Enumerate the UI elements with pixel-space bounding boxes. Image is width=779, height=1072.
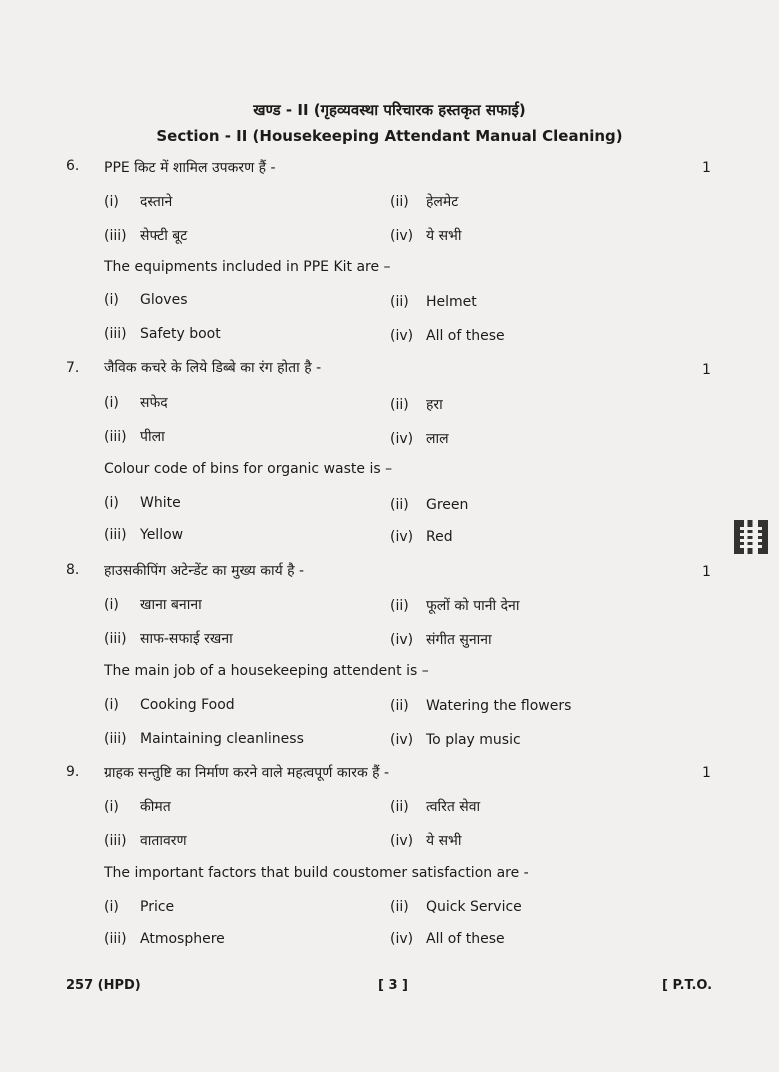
option-english-1 (104, 697, 235, 713)
option-english-1 (104, 292, 188, 308)
paper-code: 257 (HPD) (66, 978, 141, 993)
question-number: 6. (66, 158, 80, 174)
pto-label: [ P.T.O. (662, 978, 713, 993)
option-label: (iii) (104, 228, 127, 244)
option-label: (ii) (390, 194, 409, 210)
option-hindi-1 (104, 595, 202, 614)
question-number: 8. (66, 562, 80, 578)
question-number: 9. (66, 764, 80, 780)
option-label: (iii) (104, 833, 127, 849)
option-text: त्वरित सेवा (426, 799, 481, 815)
option-label: (ii) (390, 397, 409, 413)
option-label: (iii) (104, 429, 127, 445)
option-english-4 (390, 328, 505, 344)
option-text: संगीत सुनाना (426, 632, 492, 648)
option-hindi-3 (104, 427, 165, 446)
option-label: (iv) (390, 328, 414, 344)
option-english-2 (390, 899, 522, 915)
option-text: फूलों को पानी देना (426, 598, 520, 614)
option-text: Yellow (140, 527, 184, 543)
option-label: (iv) (390, 228, 414, 244)
option-text: हरा (426, 397, 443, 413)
option-label: (iv) (390, 732, 414, 748)
option-text: Gloves (140, 292, 188, 308)
option-text: Price (140, 899, 175, 915)
option-english-4 (390, 931, 505, 947)
option-label: (ii) (390, 899, 409, 915)
question-text-hindi: जैविक कचरे के लिये डिब्बे का रंग होता है - (104, 360, 322, 376)
section-title-english: Section - II (Housekeeping Attendant Manual Cleaning) (156, 127, 623, 145)
option-label: (ii) (390, 598, 409, 614)
option-text: Watering the flowers (426, 698, 572, 714)
option-text: लाल (426, 431, 449, 447)
option-label: (iii) (104, 931, 127, 947)
option-english-2 (390, 698, 571, 714)
option-text: वातावरण (140, 833, 187, 849)
option-text: सफेद (140, 395, 168, 411)
question-marks: 1 (702, 765, 711, 781)
option-text: ये सभी (426, 228, 462, 244)
option-label: (i) (104, 799, 119, 815)
option-label: (iii) (104, 527, 127, 543)
question-number: 7. (66, 360, 80, 376)
option-label: (ii) (390, 294, 409, 310)
option-label: (iv) (390, 931, 414, 947)
option-english-3 (104, 527, 183, 543)
question-text-english: The important factors that build coustomer satisfaction are - (104, 865, 529, 881)
question-text-hindi: हाउसकीपिंग अटेन्डेंट का मुख्य कार्य है - (104, 563, 305, 579)
option-label: (iv) (390, 529, 414, 545)
option-text: सेफ्टी बूट (140, 228, 188, 244)
qr-code-icon (734, 520, 768, 554)
option-text: Quick Service (426, 899, 522, 915)
option-label: (i) (104, 597, 119, 613)
option-label: (i) (104, 194, 119, 210)
option-hindi-2 (390, 192, 458, 211)
option-text: पीला (140, 429, 165, 445)
question-text-hindi: ग्राहक सन्तुष्टि का निर्माण करने वाले महत्वपूर्ण कारक हैं - (104, 765, 390, 781)
option-label: (ii) (390, 698, 409, 714)
option-label: (iv) (390, 833, 414, 849)
option-text: कीमत (140, 799, 171, 815)
option-text: Helmet (426, 294, 477, 310)
option-english-1 (104, 899, 174, 915)
question-text-english: Colour code of bins for organic waste is – (104, 461, 393, 477)
option-english-1 (104, 495, 181, 511)
option-label: (i) (104, 395, 119, 411)
option-hindi-2 (390, 395, 443, 414)
option-hindi-3 (104, 831, 187, 850)
option-text: हेलमेट (426, 194, 459, 210)
question-marks: 1 (702, 160, 711, 176)
option-text: खाना बनाना (140, 597, 202, 613)
question-marks: 1 (702, 564, 711, 580)
option-hindi-2 (390, 797, 480, 816)
option-text: White (140, 495, 181, 511)
option-text: Atmosphere (140, 931, 225, 947)
option-hindi-1 (104, 192, 172, 211)
option-hindi-4 (390, 429, 449, 448)
option-text: Safety boot (140, 326, 221, 342)
option-english-4 (390, 732, 521, 748)
question-text-english: The main job of a housekeeping attendent is – (104, 663, 429, 679)
option-text: साफ-सफाई रखना (140, 631, 233, 647)
option-hindi-4 (390, 831, 462, 850)
option-hindi-4 (390, 226, 462, 245)
option-label: (iii) (104, 731, 127, 747)
option-hindi-1 (104, 797, 171, 816)
option-text: All of these (426, 931, 505, 947)
option-label: (ii) (390, 799, 409, 815)
option-hindi-1 (104, 393, 168, 412)
option-label: (iii) (104, 326, 127, 342)
option-label: (i) (104, 292, 119, 308)
option-text: To play music (426, 732, 521, 748)
section-title-hindi: खण्ड - II (गृहव्यवस्था परिचारक हस्तकृत सफाई) (253, 101, 526, 119)
option-hindi-2 (390, 596, 519, 615)
option-text: Maintaining cleanliness (140, 731, 304, 747)
option-label: (i) (104, 697, 119, 713)
option-english-2 (390, 497, 468, 513)
option-text: दस्ताने (140, 194, 173, 210)
option-text: All of these (426, 328, 505, 344)
option-label: (iii) (104, 631, 127, 647)
option-text: Green (426, 497, 469, 513)
option-english-3 (104, 731, 304, 747)
option-english-4 (390, 529, 453, 545)
option-hindi-4 (390, 630, 492, 649)
question-text-english: The equipments included in PPE Kit are – (104, 259, 391, 275)
option-english-3 (104, 931, 225, 947)
option-text: Red (426, 529, 453, 545)
option-hindi-3 (104, 629, 233, 648)
option-text: ये सभी (426, 833, 462, 849)
option-hindi-3 (104, 226, 187, 245)
option-label: (i) (104, 495, 119, 511)
option-label: (iv) (390, 632, 414, 648)
option-text: Cooking Food (140, 697, 235, 713)
option-label: (iv) (390, 431, 414, 447)
question-text-hindi: PPE किट में शामिल उपकरण हैं - (104, 160, 276, 176)
option-english-2 (390, 294, 477, 310)
page-number: [ 3 ] (378, 978, 408, 993)
question-marks: 1 (702, 362, 711, 378)
option-english-3 (104, 326, 221, 342)
option-label: (i) (104, 899, 119, 915)
option-label: (ii) (390, 497, 409, 513)
